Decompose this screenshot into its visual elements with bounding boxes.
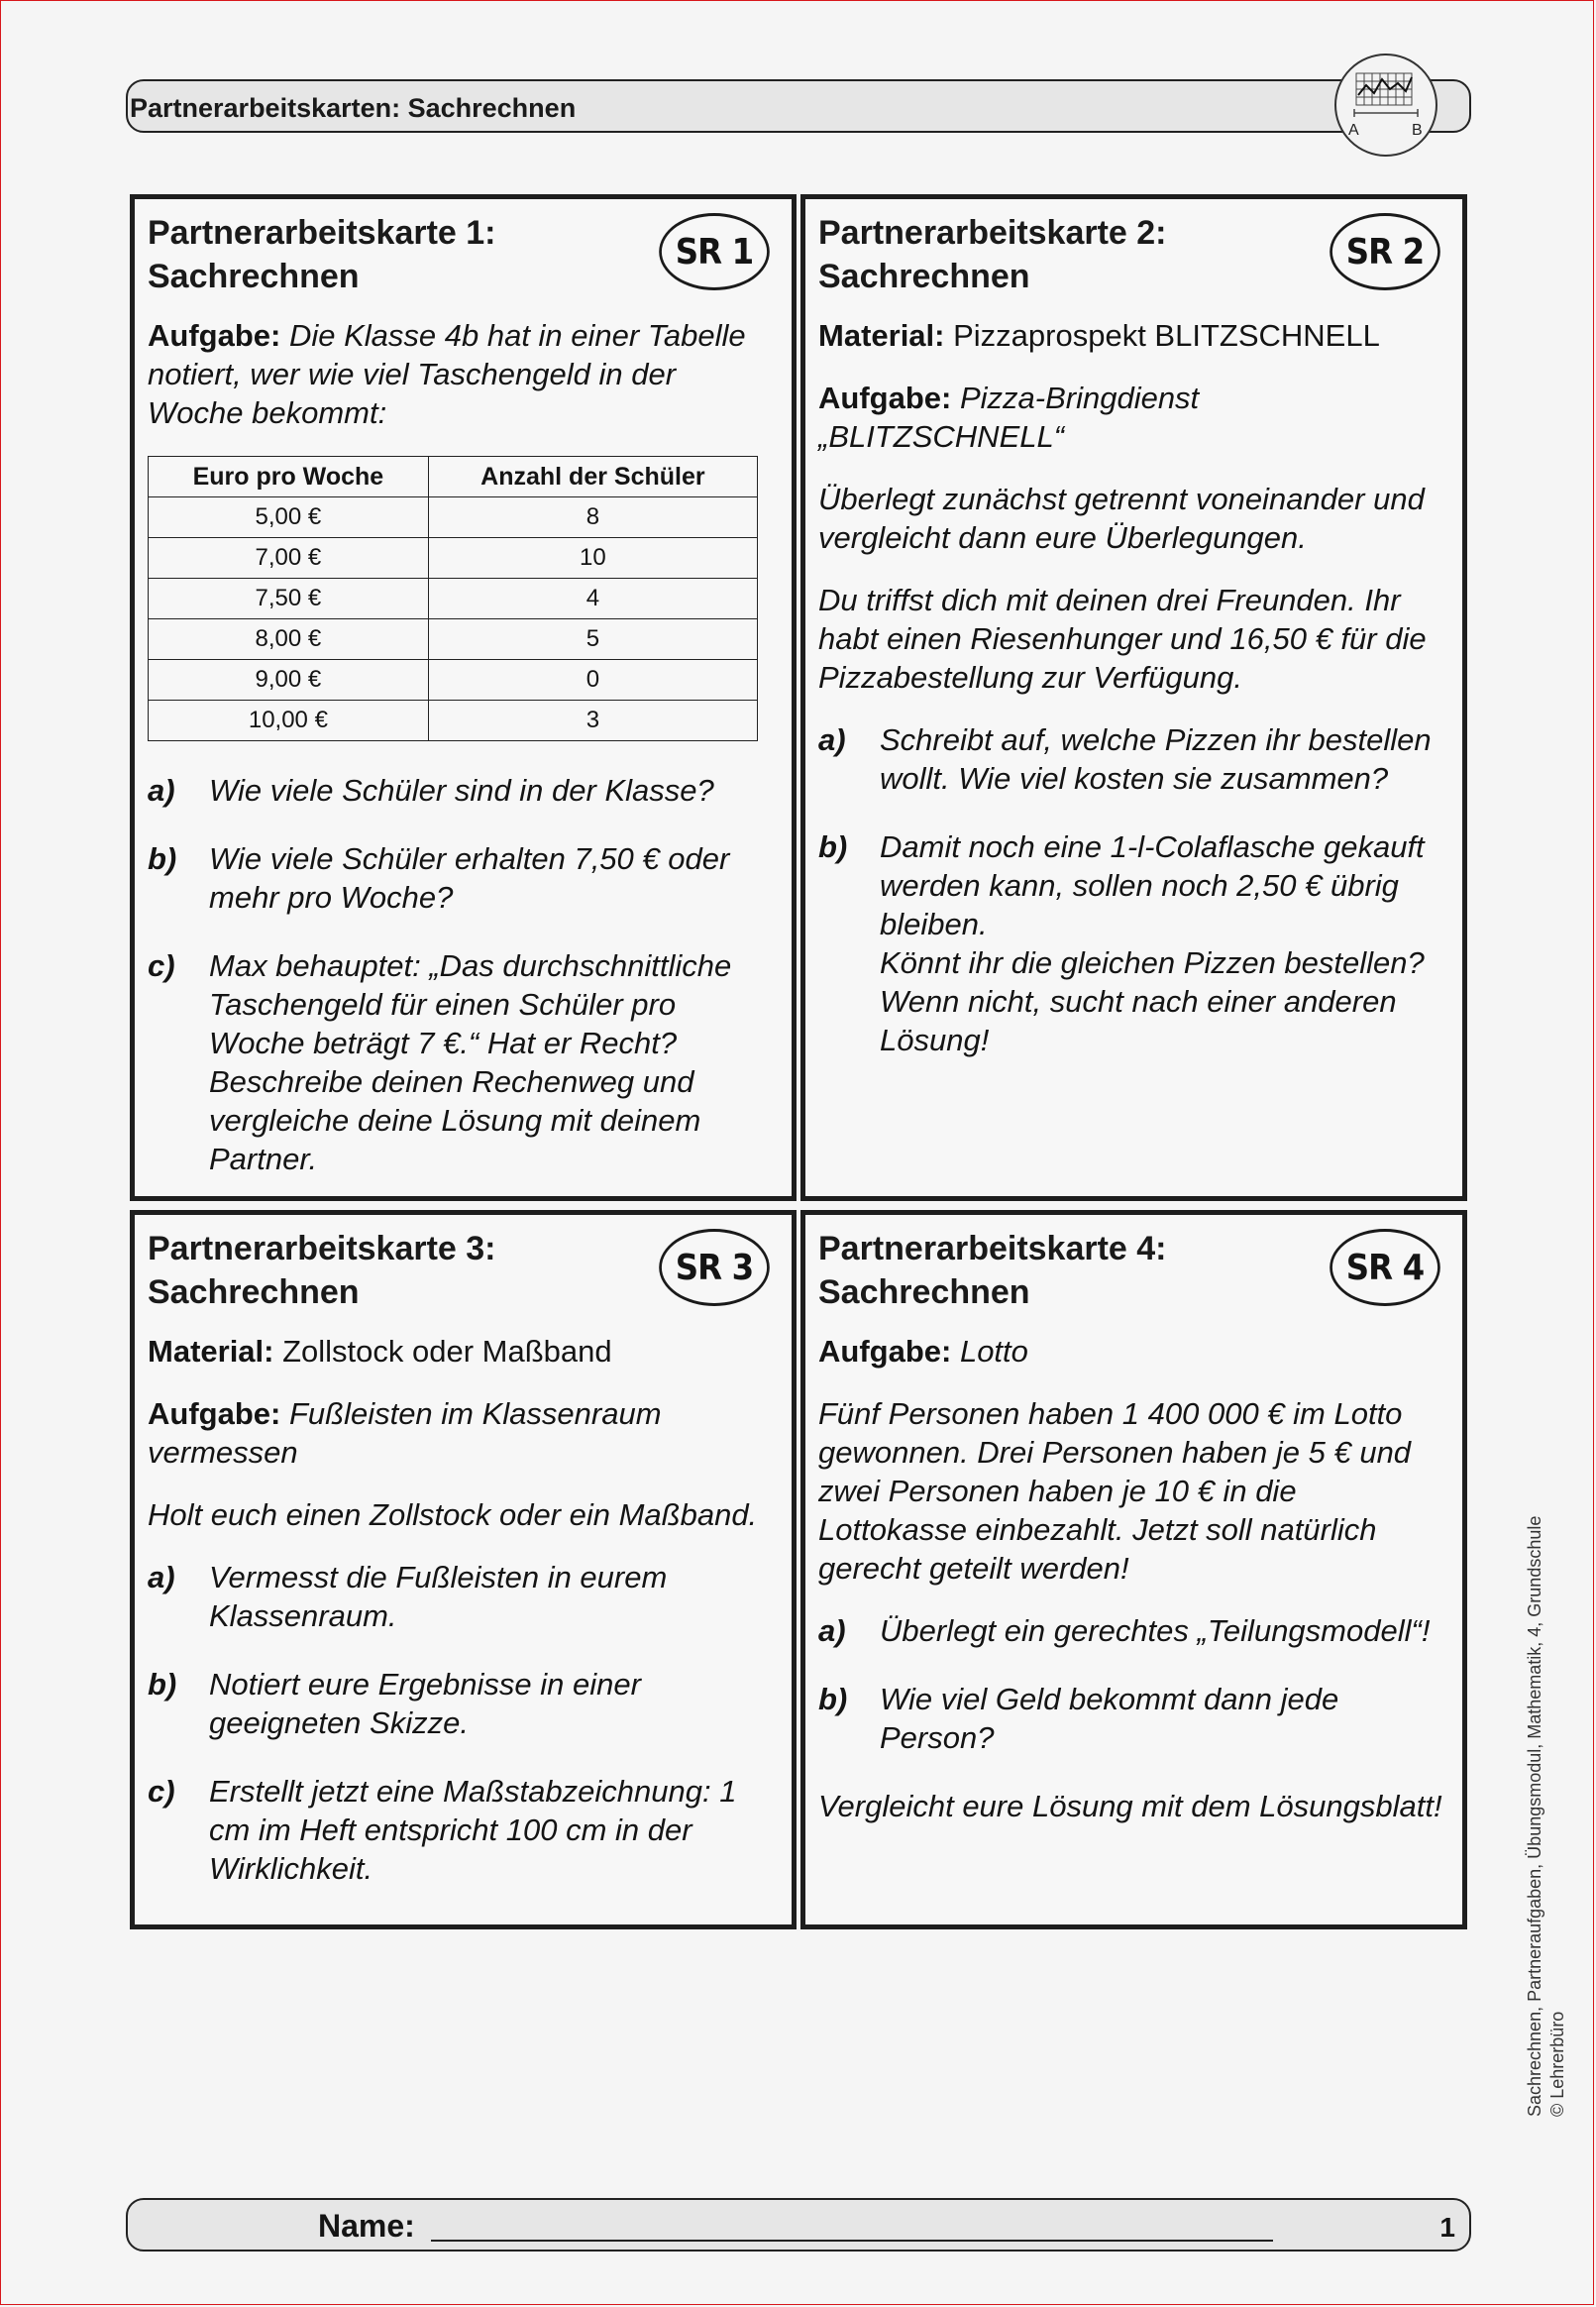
table-cell: 7,50 € [149,579,429,619]
task-paragraph [148,1394,772,1472]
table-cell: 8,00 € [149,619,429,660]
side-copyright-note [1524,1423,1569,2117]
question-item-a [818,1611,1442,1650]
card-title-line1: Partnerarbeitskarte 2: [818,214,1167,252]
question-item-b [148,1665,772,1742]
card-header [148,1227,564,1314]
question-letter: c) [148,1774,175,1809]
material-text: Pizzaprospekt BLITZSCHNELL [953,318,1380,353]
instruction-paragraph: Überlegt zunächst getrennt voneinander und vergleicht dann eure Überlegungen. [818,482,1425,555]
card-title-line1: Partnerarbeitskarte 4: [818,1230,1167,1267]
card-3 [130,1210,797,1929]
allowance-table [148,456,758,741]
closing-paragraph: Vergleicht eure Lösung mit dem Lösungsblatt! [818,1789,1442,1823]
table-cell: 5,00 € [149,497,429,538]
table-row [149,497,758,538]
material-text: Zollstock oder Maßband [282,1334,612,1369]
question-text: Wie viele Schüler erhalten 7,50 € oder mehr pro Woche? [209,841,730,915]
question-text: Damit noch eine 1-l-Colaflasche gekauft werden kann, sollen noch 2,50 € übrig bleiben. [880,829,1425,941]
question-item-b [818,827,1442,1059]
table-row [149,660,758,701]
table-cell: 10 [428,538,757,579]
task-paragraph [148,316,772,432]
question-letter: b) [818,1682,848,1716]
task-label: Aufgabe: [148,1396,281,1431]
table-row [149,538,758,579]
question-text: Notiert eure Ergebnisse in einer geeigneten Skizze. [209,1667,641,1740]
logo-letter-a: A [1348,122,1359,139]
question-letter: a) [148,1560,175,1594]
card-body [818,1332,1442,1849]
card-body [818,316,1442,1089]
question-letter: a) [818,722,846,757]
table-cell: 0 [428,660,757,701]
question-item-c [148,1772,772,1888]
task-label: Aufgabe: [818,381,952,415]
side-note-line2: © Lehrerbüro [1547,2011,1567,2117]
question-text-group [880,827,1442,1059]
question-letter: a) [148,773,175,808]
scenario-paragraph: Du triffst dich mit deinen drei Freunden. Ihr habt einen Riesenhunger und 16,50 € für die Pizzabestellung zur Verfügung. [818,583,1427,695]
question-text: Max behauptet: „Das durchschnittliche Taschengeld für einen Schüler pro Woche beträgt 7 €.“ Hat er Recht? Beschreibe deinen Rechenweg und vergleiche deine Lösung mit deinem Partner. [209,948,732,1176]
table-cell: 5 [428,619,757,660]
card-1 [130,194,797,1201]
task-label: Aufgabe: [148,318,281,353]
card-2 [800,194,1467,1201]
table-row [149,701,758,741]
table-cell: 4 [428,579,757,619]
question-item-a [148,1558,772,1635]
instruction-paragraph: Holt euch einen Zollstock oder ein Maßband. [148,1497,758,1532]
card-body [148,316,772,1208]
table-cell: 3 [428,701,757,741]
card-title-line2: Sachrechnen [818,1273,1030,1311]
chart-logo-icon [1334,54,1437,157]
header-bar [126,79,1471,133]
task-paragraph [818,379,1442,456]
task-text: Die Klasse 4b hat in einer Tabelle notiert, wer wie viel Taschengeld in der Woche bekommt: [148,318,746,430]
material-paragraph [148,1332,772,1371]
question-item-a [148,771,772,810]
card-title-line2: Sachrechnen [148,1273,360,1311]
question-letter: a) [818,1613,846,1648]
card-4 [800,1210,1467,1929]
card-body [148,1332,772,1918]
question-item-a [818,720,1442,798]
card-header [818,211,1234,298]
scenario-paragraph: Fünf Personen haben 1 400 000 € im Lotto gewonnen. Drei Personen haben je 5 € und zwei Personen haben je 10 € in die Lottokasse einbezahlt. Jetzt soll natürlich gerecht geteilt werden! [818,1396,1412,1586]
table-row [149,579,758,619]
page-title: Partnerarbeitskarten: Sachrechnen [130,93,577,123]
question-letter: c) [148,948,175,983]
card-badge: SR 4 [1330,1229,1440,1306]
side-note-line1: Sachrechnen, Partneraufgaben, Übungsmodul, Mathematik, 4, Grundschule [1525,1515,1544,2117]
card-badge: SR 2 [1330,213,1440,290]
card-title-line2: Sachrechnen [818,258,1030,295]
card-header [818,1227,1234,1314]
question-item-b [148,839,772,917]
question-text-followup: Könnt ihr die gleichen Pizzen bestellen? Wenn nicht, sucht nach einer anderen Lösung! [880,945,1425,1057]
card-title-line1: Partnerarbeitskarte 3: [148,1230,496,1267]
task-paragraph [818,1332,1442,1371]
table-cell: 10,00 € [149,701,429,741]
page-number: 1 [1439,2212,1455,2243]
question-text: Vermesst die Fußleisten in eurem Klassenraum. [209,1560,668,1633]
material-label: Material: [148,1334,274,1369]
question-text: Wie viele Schüler sind in der Klasse? [209,773,714,808]
question-text: Schreibt auf, welche Pizzen ihr bestellen wollt. Wie viel kosten sie zusammen? [880,722,1432,796]
question-letter: b) [148,1667,177,1702]
footer-bar [126,2198,1471,2252]
question-letter: b) [148,841,177,876]
question-text: Überlegt ein gerechtes „Teilungsmodell“! [880,1613,1431,1648]
question-letter: b) [818,829,848,864]
name-label: Name: [318,2208,415,2244]
task-text: Fußleisten im Klassenraum vermessen [148,1396,662,1470]
question-text: Wie viel Geld bekommt dann jede Person? [880,1682,1339,1755]
table-header: Euro pro Woche [149,457,429,497]
question-text: Erstellt jetzt eine Maßstabzeichnung: 1 cm im Heft entspricht 100 cm in der Wirklichkeit. [209,1774,737,1886]
question-item-c [148,946,772,1178]
material-paragraph [818,316,1442,355]
table-cell: 7,00 € [149,538,429,579]
task-text: Pizza-Bringdienst „BLITZSCHNELL“ [818,381,1200,454]
card-title-line1: Partnerarbeitskarte 1: [148,214,496,252]
card-header [148,211,564,298]
task-text: Lotto [959,1334,1028,1369]
table-header-row [149,457,758,497]
table-cell: 9,00 € [149,660,429,701]
table-header: Anzahl der Schüler [428,457,757,497]
material-label: Material: [818,318,945,353]
table-row [149,619,758,660]
card-badge: SR 3 [659,1229,770,1306]
question-item-b [818,1680,1442,1757]
name-write-line [431,2240,1273,2242]
card-title-line2: Sachrechnen [148,258,360,295]
card-badge: SR 1 [659,213,770,290]
logo-letter-b: B [1412,122,1423,139]
task-label: Aufgabe: [818,1334,952,1369]
table-cell: 8 [428,497,757,538]
